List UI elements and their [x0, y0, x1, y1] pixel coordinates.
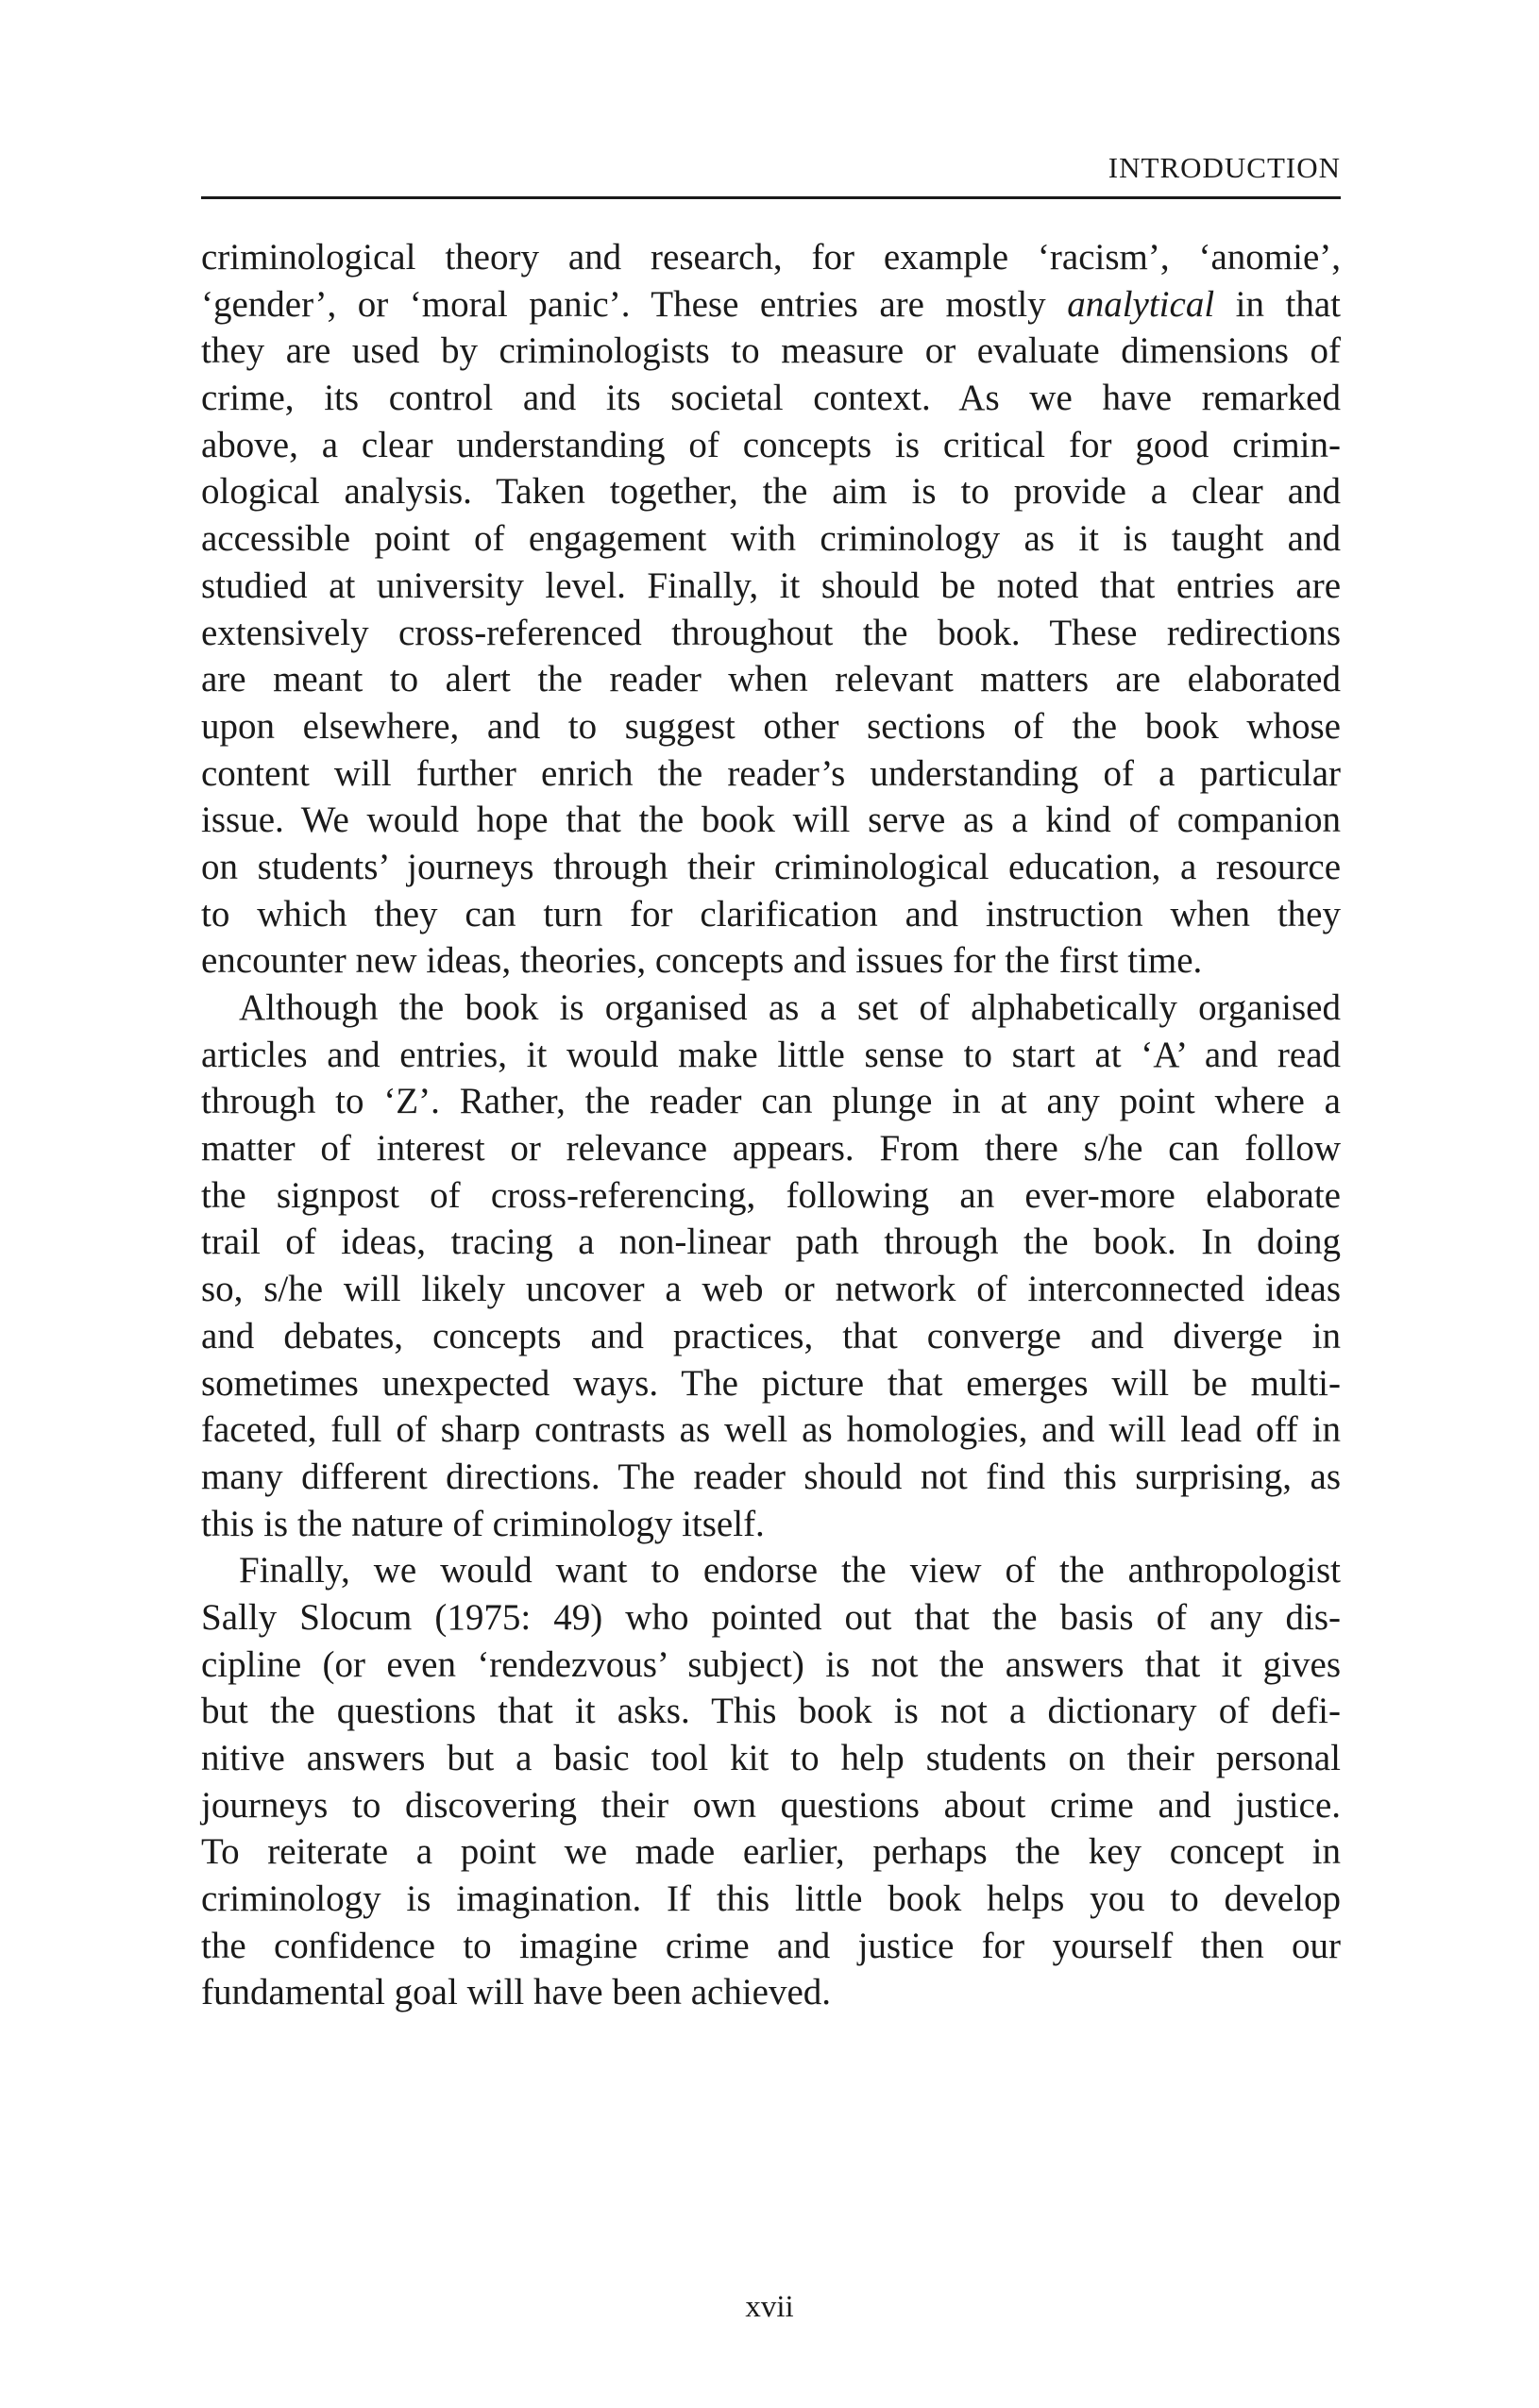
text-line: this is the nature of criminology itself.: [201, 1503, 765, 1544]
text-line: Sally Slocum (1975: 49) who pointed out that the basis of any dis-: [201, 1596, 1341, 1638]
emphasis-text: analytical: [1067, 283, 1215, 325]
text-line: the signpost of cross-referencing, following an ever-more elaborate: [201, 1174, 1341, 1216]
text-line: Although the book is organised as a set of alphabetically organised: [239, 987, 1341, 1028]
text-line: extensively cross-referenced throughout the book. These redirections: [201, 612, 1341, 653]
text-line: To reiterate a point we made earlier, perhaps the key concept in: [201, 1831, 1341, 1873]
text-line: content will further enrich the reader’s understanding of a particular: [201, 752, 1341, 794]
paragraph-3: [201, 1547, 1341, 2016]
text-line: and debates, concepts and practices, that converge and diverge in: [201, 1315, 1341, 1356]
text-line: journeys to discovering their own questions about crime and justice.: [201, 1784, 1341, 1826]
text-line: above, a clear understanding of concepts is critical for good crimin-: [201, 424, 1341, 465]
text-line: issue. We would hope that the book will serve as a kind of companion: [201, 800, 1341, 841]
text-line: crime, its control and its societal context. As we have remarked: [201, 378, 1341, 419]
text-line: matter of interest or relevance appears. From there s/he can follow: [201, 1128, 1341, 1170]
text-line: so, s/he will likely uncover a web or network of interconnected ideas: [201, 1269, 1341, 1310]
text-line: criminology is imagination. If this little book helps you to develop: [201, 1878, 1341, 1920]
text-line: Finally, we would want to endorse the view of the anthropologist: [239, 1550, 1341, 1591]
text-line: upon elsewhere, and to suggest other sections of the book whose: [201, 705, 1341, 747]
text-line: nitive answers but a basic tool kit to help students on their personal: [201, 1738, 1341, 1778]
text-line: faceted, full of sharp contrasts as well as homologies, and will lead off in: [201, 1409, 1341, 1451]
text-line: studied at university level. Finally, it should be noted that entries are: [201, 564, 1341, 606]
text-segment: ‘gender’, or ‘moral panic’. These entries are mostly: [201, 283, 1068, 325]
body-text: [201, 234, 1341, 2016]
text-segment: in that: [1214, 283, 1341, 325]
text-line: [201, 281, 1341, 328]
paragraph-2: [201, 985, 1341, 1547]
text-line: many different directions. The reader should not find this surprising, as: [201, 1456, 1341, 1497]
text-line: on students’ journeys through their criminological education, a resource: [201, 846, 1341, 887]
text-line: are meant to alert the reader when relevant matters are elaborated: [201, 659, 1341, 700]
text-line: but the questions that it asks. This book is not a dictionary of defi-: [201, 1691, 1341, 1732]
page-number: xvii: [745, 2290, 794, 2324]
text-line: to which they can turn for clarification and instruction when they: [201, 893, 1341, 935]
paragraph-1: [201, 234, 1341, 985]
text-line: fundamental goal will have been achieved.: [201, 1972, 832, 2013]
text-line: criminological theory and research, for example ‘racism’, ‘anomie’,: [201, 237, 1341, 278]
text-line: through to ‘Z’. Rather, the reader can plunge in at any point where a: [201, 1081, 1341, 1122]
text-line: the confidence to imagine crime and justice for yourself then our: [201, 1925, 1341, 1966]
text-line: encounter new ideas, theories, concepts and issues for the first time.: [201, 940, 1203, 982]
running-head: INTRODUCTION: [1108, 151, 1341, 184]
text-line: sometimes unexpected ways. The picture that emerges will be multi-: [201, 1362, 1341, 1404]
text-line: they are used by criminologists to measure or evaluate dimensions of: [201, 330, 1341, 372]
text-line: cipline (or even ‘rendezvous’ subject) is not the answers that it gives: [201, 1643, 1341, 1685]
text-line: trail of ideas, tracing a non-linear path through the book. In doing: [201, 1221, 1341, 1263]
text-line: ological analysis. Taken together, the aim is to provide a clear and: [201, 471, 1341, 513]
text-line: articles and entries, it would make little sense to start at ‘A’ and read: [201, 1034, 1341, 1075]
text-line: accessible point of engagement with criminology as it is taught and: [201, 518, 1341, 560]
header-rule: [201, 196, 1341, 199]
